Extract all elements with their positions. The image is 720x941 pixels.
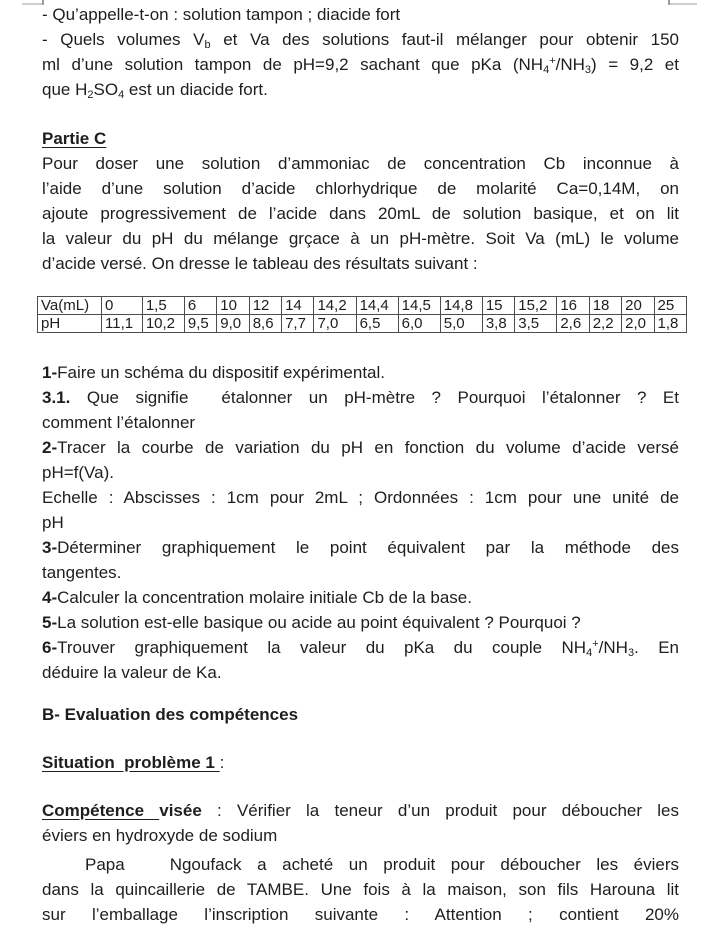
- spacer-before-situation: [42, 727, 679, 750]
- text-segment: Compétence: [42, 801, 160, 820]
- text-line: [42, 226, 679, 251]
- text-segment: dans la quincaillerie de TAMBE. Une fois à la maison, son fils Harouna lit: [42, 880, 679, 899]
- table-cell: 25: [654, 297, 687, 315]
- table-cell: 14,8: [440, 297, 482, 315]
- competence-statement: [42, 798, 679, 848]
- row-header-cell: Va(mL): [38, 297, 102, 315]
- question-6: [42, 635, 679, 685]
- table-cell: 15: [482, 297, 514, 315]
- text-line: [42, 535, 679, 560]
- table-cell: 14,4: [356, 297, 398, 315]
- table-cell: 0: [102, 297, 143, 315]
- question-3-1: [42, 385, 679, 435]
- text-segment: :: [219, 753, 225, 772]
- text-segment: Trouver graphiquement la valeur du pKa du couple NH: [57, 638, 587, 657]
- text-line: [42, 798, 679, 823]
- text-segment: pH: [42, 513, 64, 532]
- text-segment: Déterminer graphiquement le point équivalent par la méthode des: [57, 538, 679, 557]
- text-line: [42, 435, 679, 460]
- partie-c-heading: [42, 126, 679, 151]
- table-cell: 11,1: [102, 315, 143, 333]
- text-segment: la valeur du pH du mélange grçace à un pH-mètre. Soit Va (mL) le volume: [42, 229, 679, 248]
- text-segment: /NH: [598, 638, 628, 657]
- table-cell: 14,5: [398, 297, 440, 315]
- spacer-after-table: [42, 333, 679, 360]
- table-cell: 15,2: [515, 297, 557, 315]
- partie-c-intro: [42, 151, 679, 276]
- text-segment: 3: [627, 647, 635, 659]
- text-segment: B- Evaluation des compétences: [42, 705, 299, 724]
- text-segment: ) = 9,2 et: [591, 55, 679, 74]
- text-line: [42, 560, 679, 585]
- table-cell: 8,6: [249, 315, 281, 333]
- text-line: [42, 2, 679, 27]
- table-row: [38, 297, 687, 315]
- text-line: [42, 635, 679, 660]
- text-line: [42, 702, 679, 727]
- text-segment: : Vérifier la teneur d’un produit pour déboucher les: [201, 801, 680, 820]
- evaluation-heading: [42, 702, 679, 727]
- table-cell: 2,6: [557, 315, 589, 333]
- spacer-before-competence: [42, 775, 679, 798]
- situation-heading: [42, 750, 679, 775]
- story-paragraph: [42, 852, 679, 927]
- text-segment: Tracer la courbe de variation du pH en fonction du volume d’acide versé: [57, 438, 679, 457]
- text-segment: que H: [42, 80, 88, 99]
- text-segment: +: [592, 638, 599, 650]
- text-line: [42, 410, 679, 435]
- table-cell: 18: [589, 297, 621, 315]
- table-cell: 14: [282, 297, 314, 315]
- text-segment: et Va des solutions faut-il mélanger pour obtenir 150: [210, 30, 679, 49]
- table-cell: 16: [557, 297, 589, 315]
- text-segment: sur l’emballage l’inscription suivante : Attention ; contient 20%: [42, 905, 679, 924]
- table-cell: 5,0: [440, 315, 482, 333]
- text-segment: Papa: [85, 855, 125, 874]
- table-cell: 6: [184, 297, 216, 315]
- text-line: [42, 151, 679, 176]
- question-1: [42, 360, 679, 385]
- text-segment: 5-: [42, 613, 58, 632]
- text-segment: d’acide versé. On dresse le tableau des résultats suivant :: [42, 254, 478, 273]
- spacer-before-table: [42, 276, 679, 295]
- text-segment: SO: [93, 80, 119, 99]
- text-line: [42, 201, 679, 226]
- text-segment: +: [549, 55, 556, 67]
- spacer-before-partie-c: [42, 102, 679, 126]
- text-segment: 2: [87, 89, 94, 101]
- table-cell: 14,2: [314, 297, 356, 315]
- table-cell: 12: [249, 297, 281, 315]
- text-segment: 4: [543, 64, 550, 76]
- table-cell: 3,5: [515, 315, 557, 333]
- question-2: [42, 435, 679, 485]
- text-segment: 3: [584, 64, 592, 76]
- text-segment: Situation problème 1: [42, 753, 220, 772]
- question-3: [42, 535, 679, 585]
- text-line: [42, 750, 679, 775]
- text-segment: 1-: [42, 363, 58, 382]
- text-segment: 4-: [42, 588, 58, 607]
- table-cell: 2,0: [622, 315, 654, 333]
- text-segment: - Qu’appelle-t-on : solution tampon ; diacide fort: [42, 5, 401, 24]
- text-line: [42, 176, 679, 201]
- text-segment: Que signifie étalonner un pH-mètre ? Pourquoi l’étalonner ? Et: [70, 388, 679, 407]
- table-cell: 10,2: [142, 315, 184, 333]
- text-segment: /NH: [555, 55, 585, 74]
- text-segment: Ngoufack a acheté un produit pour déboucher les éviers: [169, 855, 679, 874]
- table-cell: 10: [217, 297, 249, 315]
- text-segment: . En: [634, 638, 679, 657]
- text-segment: ajoute progressivement de l’acide dans 20mL de solution basique, et on lit: [42, 204, 679, 223]
- text-segment: 6-: [42, 638, 58, 657]
- table-cell: 1,5: [142, 297, 184, 315]
- text-segment: pH=f(Va).: [42, 463, 114, 482]
- text-segment: 3.1.: [42, 388, 71, 407]
- text-segment: est un diacide fort.: [124, 80, 268, 99]
- text-segment: comment l’étalonner: [42, 413, 196, 432]
- text-line: [42, 852, 679, 877]
- table-cell: 7,0: [314, 315, 356, 333]
- text-line: [42, 27, 679, 52]
- text-segment: éviers en hydroxyde de sodium: [42, 826, 278, 845]
- text-segment: - Quels volumes V: [42, 30, 205, 49]
- text-line: [42, 460, 679, 485]
- table-cell: 6,5: [356, 315, 398, 333]
- text-segment: Faire un schéma du dispositif expérimental.: [57, 363, 386, 382]
- text-line: [42, 52, 679, 77]
- table-cell: 3,8: [482, 315, 514, 333]
- text-line: [42, 251, 679, 276]
- table-cell: 20: [622, 297, 654, 315]
- text-segment: b: [204, 39, 211, 51]
- text-segment: déduire la valeur de Ka.: [42, 663, 222, 682]
- table-cell: 2,2: [589, 315, 621, 333]
- text-segment: 2-: [42, 438, 58, 457]
- text-line: [42, 610, 679, 635]
- row-header-cell: pH: [38, 315, 102, 333]
- echelle-note: [42, 485, 679, 535]
- text-segment: Pour doser une solution d’ammoniac de concentration Cb inconnue à: [42, 154, 679, 173]
- text-segment: visée: [159, 801, 202, 820]
- text-segment: Calculer la concentration molaire initiale Cb de la base.: [57, 588, 472, 607]
- text-line: [42, 385, 679, 410]
- question-5: [42, 610, 679, 635]
- text-line: [42, 902, 679, 927]
- table-cell: 9,5: [184, 315, 216, 333]
- table-cell: 6,0: [398, 315, 440, 333]
- table-row: [38, 315, 687, 333]
- table-cell: 1,8: [654, 315, 687, 333]
- table-cell: 9,0: [217, 315, 249, 333]
- text-segment: 4: [118, 89, 125, 101]
- text-line: [42, 660, 679, 685]
- bullet-volumes-question: [42, 27, 679, 102]
- top-left-corner-mark: [22, 3, 43, 5]
- results-table: [37, 296, 687, 333]
- spacer-before-evaluation: [42, 685, 679, 702]
- text-segment: l’aide d’une solution d’acide chlorhydrique de molarité Ca=0,14M, on: [42, 179, 679, 198]
- text-line: [42, 877, 679, 902]
- text-segment: 3-: [42, 538, 58, 557]
- text-line: [42, 510, 679, 535]
- text-line: [42, 485, 679, 510]
- text-line: [42, 77, 679, 102]
- text-segment: 4: [586, 647, 593, 659]
- bullet-buffer-definition: [42, 2, 679, 27]
- text-line: [42, 126, 679, 151]
- text-segment: tangentes.: [42, 563, 122, 582]
- text-segment: Echelle : Abscisses : 1cm pour 2mL ; Ordonnées : 1cm pour une unité de: [42, 488, 679, 507]
- text-segment: ml d’une solution tampon de pH=9,2 sachant que pKa (NH: [42, 55, 544, 74]
- question-4: [42, 585, 679, 610]
- table-cell: 7,7: [282, 315, 314, 333]
- document-body: [42, 2, 679, 927]
- text-line: [42, 823, 679, 848]
- text-line: [42, 360, 679, 385]
- text-line: [42, 585, 679, 610]
- text-segment: Partie C: [42, 129, 107, 148]
- text-segment: La solution est-elle basique ou acide au point équivalent ? Pourquoi ?: [57, 613, 581, 632]
